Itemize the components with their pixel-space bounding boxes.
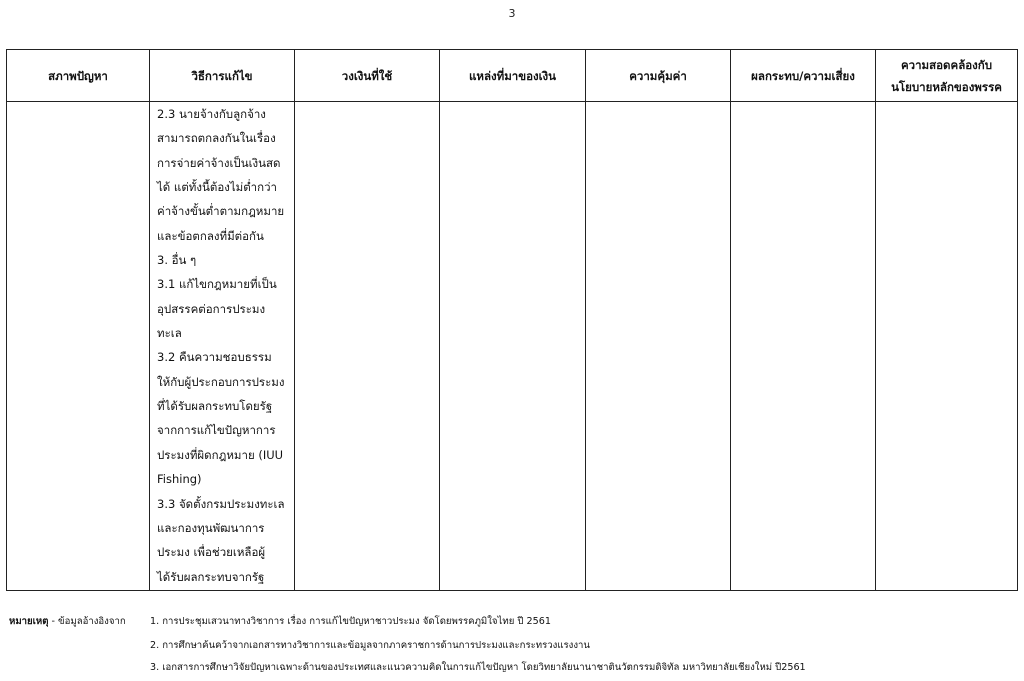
note-item: 1. การประชุมเสวนาทางวิชาการ เรื่อง การแก้ไขปัญหาชาวประมง จัดโดยพรรคภูมิใจไทย ปี 2561 — [150, 616, 551, 627]
header-value: ความคุ้มค่า — [586, 50, 731, 102]
cell-remedy — [150, 102, 295, 591]
header-policy-alignment — [876, 50, 1018, 102]
notes-label-bold: หมายเหตุ — [9, 616, 49, 627]
remedy-line: 3.3 จัดตั้งกรมประมงทะเล — [157, 496, 285, 511]
remedy-line: 3.2 คืนความชอบธรรม — [157, 350, 272, 365]
remedy-line: ได้ แต่ทั้งนี้ต้องไม่ต่ำกว่า — [157, 180, 278, 195]
notes-label-rest: - ข้อมูลอ้างอิงจาก — [48, 616, 126, 627]
header-row — [7, 50, 1018, 102]
remedy-line: การจ่ายค่าจ้างเป็นเงินสด — [157, 155, 281, 170]
notes-label — [9, 614, 126, 629]
remedy-line: 3. อื่น ๆ — [157, 253, 197, 268]
remedy-line: ประมง เพื่อช่วยเหลือผู้ — [157, 545, 266, 560]
remedy-line: ค่าจ้างขั้นต่ำตามกฎหมาย — [157, 204, 285, 219]
cell-value — [586, 102, 731, 591]
cell-problem — [7, 102, 150, 591]
remedy-line: 3.1 แก้ไขกฎหมายที่เป็น — [157, 277, 277, 292]
header-problem: สภาพปัญหา — [7, 50, 150, 102]
remedy-line: และกองทุนพัฒนาการ — [157, 520, 265, 535]
remedy-line: ประมงที่ผิดกฎหมาย (IUU — [157, 447, 284, 462]
remedy-line: ที่ได้รับผลกระทบโดยรัฐ — [157, 399, 273, 414]
remedy-line: 2.3 นายจ้างกับลูกจ้าง — [157, 107, 266, 121]
note-item: 3. เอกสารการศึกษาวิจัยปัญหาเฉพาะด้านของประเทศและแนวความคิดในการแก้ไขปัญหา โดยวิทยาลัยนานาชาตินวัตกรรมดิจิทัล มหาวิทยาลัยเชียงใหม่ ปี2561 — [150, 662, 806, 673]
remedy-line: ให้กับผู้ประกอบการประมง — [157, 374, 285, 389]
header-policy-alignment-line-2: นโยบายหลักของพรรค — [891, 79, 1002, 94]
remedy-line: ได้รับผลกระทบจากรัฐ — [157, 569, 265, 584]
note-item: 2. การศึกษาค้นคว้าจากเอกสารทางวิชาการและข้อมูลจากภาคราชการด้านการประมงและกระทรวงแรงงาน — [150, 640, 590, 651]
header-budget: วงเงินที่ใช้ — [295, 50, 440, 102]
header-impact-risk: ผลกระทบ/ความเสี่ยง — [731, 50, 876, 102]
remedy-line: จากการแก้ไขปัญหาการ — [157, 423, 276, 438]
remedy-line: อุปสรรคต่อการประมง — [157, 301, 266, 316]
cell-impact-risk — [731, 102, 876, 591]
remedy-line: Fishing) — [157, 472, 202, 487]
remedy-line: และข้อตกลงที่มีต่อกัน — [157, 228, 264, 243]
page-number: 3 — [508, 7, 516, 20]
remedy-line: สามารถตกลงกันในเรื่อง — [157, 131, 276, 146]
cell-policy-alignment — [876, 102, 1018, 591]
remedy-line: ทะเล — [157, 326, 182, 341]
cell-funding-source — [440, 102, 586, 591]
policy-table — [6, 49, 1018, 591]
header-remedy: วิธีการแก้ไข — [150, 50, 295, 102]
cell-budget — [295, 102, 440, 591]
table-row — [7, 102, 1018, 591]
header-policy-alignment-line-1: ความสอดคล้องกับ — [900, 57, 993, 72]
header-funding-source: แหล่งที่มาของเงิน — [440, 50, 586, 102]
remedy-text — [150, 102, 294, 589]
